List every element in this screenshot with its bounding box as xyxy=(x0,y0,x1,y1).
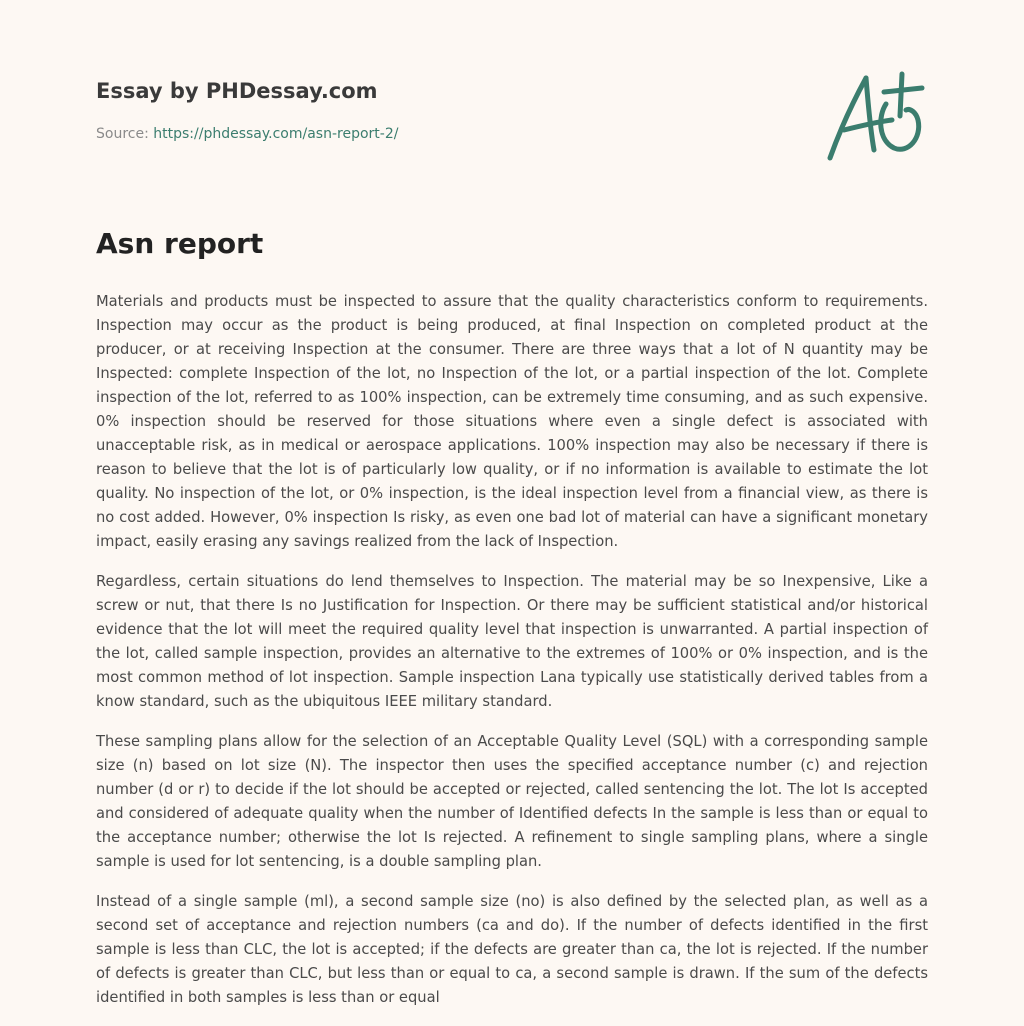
source-line xyxy=(96,125,656,143)
site-header xyxy=(96,78,656,143)
essay-body xyxy=(96,222,928,1026)
essay-paragraph: Instead of a single sample (ml), a second sample size (no) is also defined by the selected plan, as well as a second set of acceptance and rejection numbers (ca and do). If the number of defects identified in the first sample is less than CLC, the lot is accepted; if the defects are greater than ca, the lot is rejected. If the number of defects is greater than CLC, but less than or equal to ca, a second sample is drawn. If the sum of the defects identified in both samples is less than or equal xyxy=(96,893,928,1006)
source-label: Source: xyxy=(96,126,149,142)
essay-title: Asn report xyxy=(96,227,264,260)
source-link[interactable]: https://phdessay.com/asn-report-2/ xyxy=(153,126,399,142)
essay-paragraph: Materials and products must be inspected to assure that the quality characteristics conform to requirements. Inspection may occur as the product is being produced, at final Inspection on completed product at the producer, or at receiving Inspection at the consumer. There are three ways that a lot of N quantity may be Inspected: complete Inspection of the lot, no Inspection of the lot, or a partial inspection of the lot. Complete inspection of the lot, referred to as 100% inspection, can be extremely time consuming, and as such expensive. 0% inspection should be reserved for those situations where even a single defect is associated with unacceptable risk, as in medical or aerospace applications. 100% inspection may also be necessary if there is reason to believe that the lot is of particularly low quality, or if no information is available to estimate the lot quality. No inspection of the lot, or 0% inspection, is the ideal inspection level from a financial view, as there is no cost added. However, 0% inspection Is risky, as even one bad lot of material can have a significant monetary impact, easily erasing any savings realized from the lack of Inspection. xyxy=(96,293,928,550)
essay-paragraph: Regardless, certain situations do lend themselves to Inspection. The material may be so Inexpensive, Like a screw or nut, that there Is no Justification for Inspection. Or there may be sufficient statistical and/or historical evidence that the lot will meet the required quality level that inspection is unwarranted. A partial inspection of the lot, called sample inspection, provides an alternative to the extremes of 100% or 0% inspection, and is the most common method of lot inspection. Sample inspection Lana typically use statistically derived tables from a know standard, such as the ubiquitous IEEE military standard. xyxy=(96,573,928,710)
essay-paragraph: These sampling plans allow for the selection of an Acceptable Quality Level (SQL) with a corresponding sample size (n) based on lot size (N). The inspector then uses the specified acceptance number (c) and rejection number (d or r) to decide if the lot should be accepted or rejected, called sentencing the lot. The lot Is accepted and considered of adequate quality when the number of Identified defects In the sample is less than or equal to the acceptance number; otherwise the lot Is rejected. A refinement to single sampling plans, where a single sample is used for lot sentencing, is a double sampling plan. xyxy=(96,733,928,870)
a-plus-grade-icon xyxy=(822,66,930,164)
site-title: Essay by PHDessay.com xyxy=(96,79,378,103)
